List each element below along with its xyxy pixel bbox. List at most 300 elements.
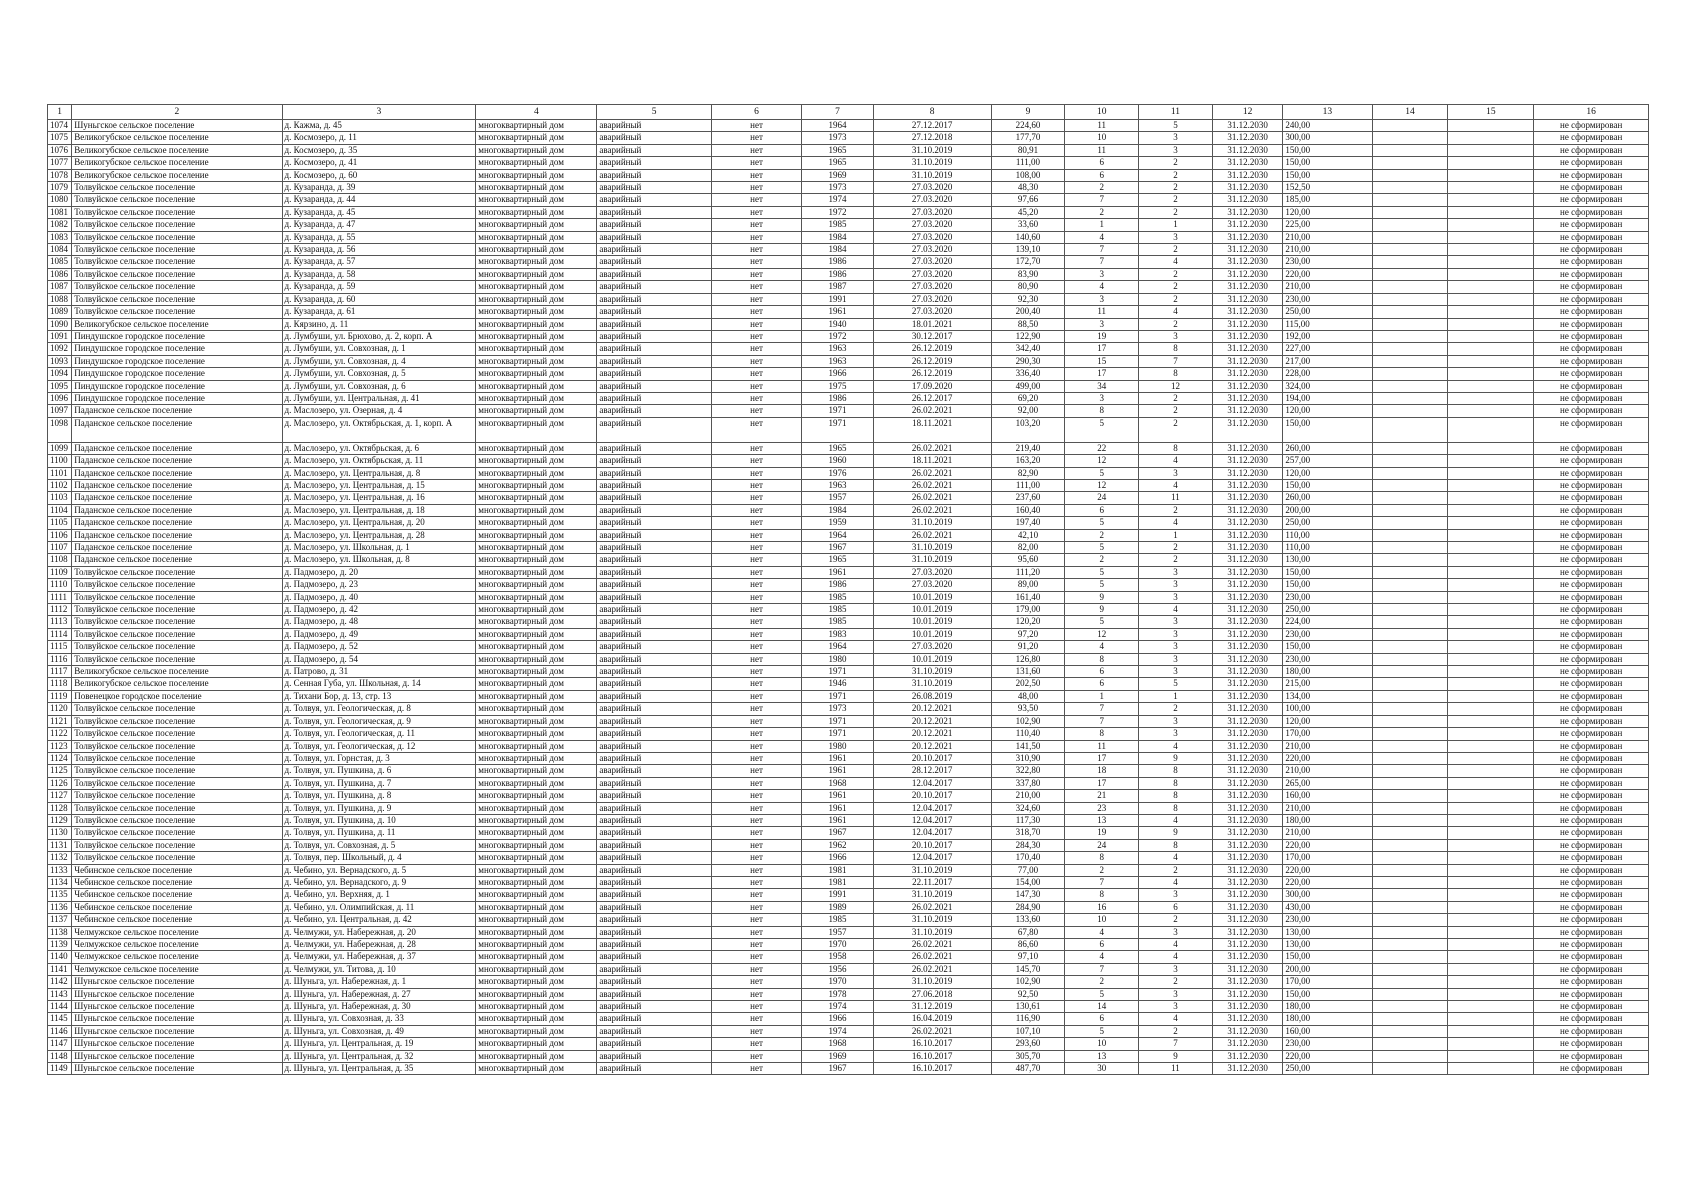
cell-status: нет bbox=[711, 852, 801, 864]
cell-status: нет bbox=[711, 1063, 801, 1075]
cell-settlement: Толвуйское сельское поселение bbox=[72, 194, 282, 206]
cell-year-built: 1971 bbox=[802, 666, 874, 678]
cell-residents: 5 bbox=[1065, 616, 1139, 628]
cell-condition: аварийный bbox=[597, 517, 712, 529]
cell-emergency-date: 22.11.2017 bbox=[873, 876, 991, 888]
cell-col-14 bbox=[1372, 1013, 1448, 1025]
cell-area: 145,70 bbox=[991, 963, 1065, 975]
cell-resettlement-date: 31.12.2030 bbox=[1212, 740, 1282, 752]
table-row bbox=[48, 976, 1649, 988]
cell-apartments: 8 bbox=[1139, 790, 1213, 802]
cell-land-plot-status: не сформирован bbox=[1534, 752, 1649, 764]
cell-year-built: 1963 bbox=[802, 343, 874, 355]
cell-address: д. Маслозеро, ул. Центральная, д. 20 bbox=[282, 517, 476, 529]
table-row bbox=[48, 752, 1649, 764]
cell-emergency-date: 12.04.2017 bbox=[873, 814, 991, 826]
cell-col-15 bbox=[1448, 566, 1534, 578]
cell-building-type: многоквартирный дом bbox=[476, 268, 597, 280]
cell-settlement: Толвуйское сельское поселение bbox=[72, 715, 282, 727]
cell-year-built: 1967 bbox=[802, 542, 874, 554]
cell-col-14 bbox=[1372, 132, 1448, 144]
cell-col-14 bbox=[1372, 182, 1448, 194]
cell-col-15 bbox=[1448, 765, 1534, 777]
cell-cost: 185,00 bbox=[1283, 194, 1372, 206]
cell-apartments: 8 bbox=[1139, 442, 1213, 454]
cell-resettlement-date: 31.12.2030 bbox=[1212, 281, 1282, 293]
cell-cost: 210,00 bbox=[1283, 765, 1372, 777]
cell-col-14 bbox=[1372, 343, 1448, 355]
table-row bbox=[48, 728, 1649, 740]
cell-settlement: Великогубское сельское поселение bbox=[72, 157, 282, 169]
cell-apartments: 3 bbox=[1139, 591, 1213, 603]
cell-cost: 100,00 bbox=[1283, 703, 1372, 715]
cell-emergency-date: 27.03.2020 bbox=[873, 566, 991, 578]
cell-resettlement-date: 31.12.2030 bbox=[1212, 132, 1282, 144]
cell-residents: 2 bbox=[1065, 976, 1139, 988]
cell-apartments: 2 bbox=[1139, 281, 1213, 293]
cell-col-15 bbox=[1448, 678, 1534, 690]
cell-col-14 bbox=[1372, 355, 1448, 367]
cell-condition: аварийный bbox=[597, 542, 712, 554]
cell-cost: 217,00 bbox=[1283, 355, 1372, 367]
cell-area: 284,30 bbox=[991, 839, 1065, 851]
cell-address: д. Маслозеро, ул. Октябрьская, д. 1, корп. А bbox=[282, 417, 476, 442]
cell-col-15 bbox=[1448, 231, 1534, 243]
cell-status: нет bbox=[711, 268, 801, 280]
cell-land-plot-status: не сформирован bbox=[1534, 740, 1649, 752]
cell-cost: 120,00 bbox=[1283, 206, 1372, 218]
cell-status: нет bbox=[711, 1013, 801, 1025]
cell-cost: 200,00 bbox=[1283, 504, 1372, 516]
cell-apartments: 1 bbox=[1139, 529, 1213, 541]
cell-col-15 bbox=[1448, 405, 1534, 417]
cell-land-plot-status: не сформирован bbox=[1534, 1063, 1649, 1075]
cell-status: нет bbox=[711, 194, 801, 206]
cell-col-14 bbox=[1372, 976, 1448, 988]
cell-apartments: 2 bbox=[1139, 293, 1213, 305]
cell-residents: 4 bbox=[1065, 951, 1139, 963]
cell-cost: 150,00 bbox=[1283, 579, 1372, 591]
cell-year-built: 1973 bbox=[802, 703, 874, 715]
column-header-4: 4 bbox=[476, 105, 597, 120]
cell-area: 318,70 bbox=[991, 827, 1065, 839]
cell-col-14 bbox=[1372, 244, 1448, 256]
cell-col-15 bbox=[1448, 529, 1534, 541]
cell-residents: 12 bbox=[1065, 455, 1139, 467]
cell-address: д. Кузаранда, д. 55 bbox=[282, 231, 476, 243]
cell-condition: аварийный bbox=[597, 703, 712, 715]
cell-address: д. Чебино, ул. Олимпийская, д. 11 bbox=[282, 901, 476, 913]
cell-resettlement-date: 31.12.2030 bbox=[1212, 690, 1282, 702]
cell-residents: 18 bbox=[1065, 765, 1139, 777]
table-row bbox=[48, 579, 1649, 591]
cell-cost: 324,00 bbox=[1283, 380, 1372, 392]
cell-cost: 150,00 bbox=[1283, 641, 1372, 653]
cell-year-built: 1961 bbox=[802, 802, 874, 814]
cell-settlement: Толвуйское сельское поселение bbox=[72, 728, 282, 740]
cell-address: д. Толвуя, пер. Школьный, д. 4 bbox=[282, 852, 476, 864]
cell-row-number: 1149 bbox=[48, 1063, 72, 1075]
cell-residents: 6 bbox=[1065, 169, 1139, 181]
cell-building-type: многоквартирный дом bbox=[476, 666, 597, 678]
cell-condition: аварийный bbox=[597, 479, 712, 491]
cell-col-14 bbox=[1372, 144, 1448, 156]
cell-address: д. Кузаранда, д. 45 bbox=[282, 206, 476, 218]
cell-apartments: 8 bbox=[1139, 765, 1213, 777]
cell-building-type: многоквартирный дом bbox=[476, 976, 597, 988]
cell-address: д. Падмозеро, д. 48 bbox=[282, 616, 476, 628]
cell-settlement: Толвуйское сельское поселение bbox=[72, 256, 282, 268]
table-row bbox=[48, 926, 1649, 938]
cell-cost: 225,00 bbox=[1283, 219, 1372, 231]
cell-row-number: 1080 bbox=[48, 194, 72, 206]
table-row bbox=[48, 517, 1649, 529]
cell-area: 170,40 bbox=[991, 852, 1065, 864]
cell-col-14 bbox=[1372, 281, 1448, 293]
cell-apartments: 3 bbox=[1139, 728, 1213, 740]
table-row bbox=[48, 268, 1649, 280]
cell-emergency-date: 31.10.2019 bbox=[873, 169, 991, 181]
cell-building-type: многоквартирный дом bbox=[476, 442, 597, 454]
cell-building-type: многоквартирный дом bbox=[476, 455, 597, 467]
cell-status: нет bbox=[711, 517, 801, 529]
cell-status: нет bbox=[711, 231, 801, 243]
cell-year-built: 1975 bbox=[802, 380, 874, 392]
cell-resettlement-date: 31.12.2030 bbox=[1212, 554, 1282, 566]
cell-residents: 13 bbox=[1065, 814, 1139, 826]
cell-status: нет bbox=[711, 318, 801, 330]
cell-col-14 bbox=[1372, 653, 1448, 665]
cell-cost: 180,00 bbox=[1283, 814, 1372, 826]
cell-emergency-date: 10.01.2019 bbox=[873, 653, 991, 665]
cell-col-14 bbox=[1372, 752, 1448, 764]
cell-settlement: Паданское сельское поселение bbox=[72, 492, 282, 504]
cell-row-number: 1081 bbox=[48, 206, 72, 218]
cell-cost: 230,00 bbox=[1283, 256, 1372, 268]
cell-area: 111,20 bbox=[991, 566, 1065, 578]
cell-resettlement-date: 31.12.2030 bbox=[1212, 926, 1282, 938]
cell-row-number: 1109 bbox=[48, 566, 72, 578]
cell-year-built: 1959 bbox=[802, 517, 874, 529]
cell-area: 293,60 bbox=[991, 1038, 1065, 1050]
cell-col-14 bbox=[1372, 951, 1448, 963]
cell-emergency-date: 28.12.2017 bbox=[873, 765, 991, 777]
cell-cost: 265,00 bbox=[1283, 777, 1372, 789]
cell-row-number: 1090 bbox=[48, 318, 72, 330]
cell-emergency-date: 10.01.2019 bbox=[873, 616, 991, 628]
cell-resettlement-date: 31.12.2030 bbox=[1212, 827, 1282, 839]
cell-emergency-date: 31.10.2019 bbox=[873, 914, 991, 926]
cell-apartments: 11 bbox=[1139, 1063, 1213, 1075]
cell-col-14 bbox=[1372, 814, 1448, 826]
cell-year-built: 1978 bbox=[802, 988, 874, 1000]
cell-settlement: Толвуйское сельское поселение bbox=[72, 244, 282, 256]
cell-apartments: 4 bbox=[1139, 814, 1213, 826]
cell-status: нет bbox=[711, 330, 801, 342]
cell-col-15 bbox=[1448, 492, 1534, 504]
cell-area: 147,30 bbox=[991, 889, 1065, 901]
cell-residents: 14 bbox=[1065, 1001, 1139, 1013]
cell-settlement: Паданское сельское поселение bbox=[72, 517, 282, 529]
cell-status: нет bbox=[711, 219, 801, 231]
cell-year-built: 1974 bbox=[802, 1025, 874, 1037]
cell-row-number: 1121 bbox=[48, 715, 72, 727]
cell-year-built: 1965 bbox=[802, 157, 874, 169]
cell-col-15 bbox=[1448, 604, 1534, 616]
cell-apartments: 3 bbox=[1139, 641, 1213, 653]
cell-area: 210,00 bbox=[991, 790, 1065, 802]
table-row bbox=[48, 542, 1649, 554]
cell-settlement: Шуньгское сельское поселение bbox=[72, 1013, 282, 1025]
cell-area: 77,00 bbox=[991, 864, 1065, 876]
cell-year-built: 1940 bbox=[802, 318, 874, 330]
cell-address: д. Шуньга, ул. Набережная, д. 30 bbox=[282, 1001, 476, 1013]
cell-row-number: 1092 bbox=[48, 343, 72, 355]
cell-resettlement-date: 31.12.2030 bbox=[1212, 579, 1282, 591]
cell-settlement: Великогубское сельское поселение bbox=[72, 132, 282, 144]
cell-condition: аварийный bbox=[597, 318, 712, 330]
cell-status: нет bbox=[711, 132, 801, 144]
cell-settlement: Паданское сельское поселение bbox=[72, 504, 282, 516]
cell-cost: 200,00 bbox=[1283, 963, 1372, 975]
cell-address: д. Челмужи, ул. Набережная, д. 28 bbox=[282, 939, 476, 951]
cell-area: 91,20 bbox=[991, 641, 1065, 653]
cell-apartments: 2 bbox=[1139, 864, 1213, 876]
cell-resettlement-date: 31.12.2030 bbox=[1212, 889, 1282, 901]
cell-resettlement-date: 31.12.2030 bbox=[1212, 306, 1282, 318]
cell-settlement: Паданское сельское поселение bbox=[72, 405, 282, 417]
cell-building-type: многоквартирный дом bbox=[476, 355, 597, 367]
cell-year-built: 1985 bbox=[802, 914, 874, 926]
cell-emergency-date: 26.02.2021 bbox=[873, 504, 991, 516]
cell-settlement: Пиндушское городское поселение bbox=[72, 343, 282, 355]
cell-row-number: 1091 bbox=[48, 330, 72, 342]
cell-cost: 220,00 bbox=[1283, 864, 1372, 876]
cell-status: нет bbox=[711, 542, 801, 554]
cell-area: 499,00 bbox=[991, 380, 1065, 392]
cell-area: 103,20 bbox=[991, 417, 1065, 442]
cell-condition: аварийный bbox=[597, 1001, 712, 1013]
cell-row-number: 1106 bbox=[48, 529, 72, 541]
cell-apartments: 3 bbox=[1139, 467, 1213, 479]
cell-area: 92,00 bbox=[991, 405, 1065, 417]
table-row bbox=[48, 852, 1649, 864]
cell-condition: аварийный bbox=[597, 814, 712, 826]
cell-area: 336,40 bbox=[991, 368, 1065, 380]
cell-col-14 bbox=[1372, 455, 1448, 467]
cell-cost: 230,00 bbox=[1283, 628, 1372, 640]
cell-resettlement-date: 31.12.2030 bbox=[1212, 194, 1282, 206]
cell-col-14 bbox=[1372, 120, 1448, 132]
cell-condition: аварийный bbox=[597, 579, 712, 591]
cell-settlement: Толвуйское сельское поселение bbox=[72, 206, 282, 218]
cell-condition: аварийный bbox=[597, 963, 712, 975]
cell-emergency-date: 26.02.2021 bbox=[873, 939, 991, 951]
cell-apartments: 11 bbox=[1139, 492, 1213, 504]
cell-resettlement-date: 31.12.2030 bbox=[1212, 355, 1282, 367]
cell-address: д. Кузаранда, д. 59 bbox=[282, 281, 476, 293]
cell-emergency-date: 20.12.2021 bbox=[873, 740, 991, 752]
cell-resettlement-date: 31.12.2030 bbox=[1212, 293, 1282, 305]
cell-emergency-date: 26.12.2019 bbox=[873, 343, 991, 355]
cell-col-14 bbox=[1372, 790, 1448, 802]
cell-resettlement-date: 31.12.2030 bbox=[1212, 455, 1282, 467]
cell-residents: 5 bbox=[1065, 988, 1139, 1000]
cell-building-type: многоквартирный дом bbox=[476, 517, 597, 529]
cell-resettlement-date: 31.12.2030 bbox=[1212, 715, 1282, 727]
cell-settlement: Чебинское сельское поселение bbox=[72, 876, 282, 888]
cell-cost: 220,00 bbox=[1283, 268, 1372, 280]
cell-year-built: 1962 bbox=[802, 839, 874, 851]
cell-settlement: Паданское сельское поселение bbox=[72, 542, 282, 554]
cell-settlement: Великогубское сельское поселение bbox=[72, 169, 282, 181]
cell-cost: 300,00 bbox=[1283, 132, 1372, 144]
cell-col-15 bbox=[1448, 914, 1534, 926]
cell-building-type: многоквартирный дом bbox=[476, 169, 597, 181]
cell-area: 172,70 bbox=[991, 256, 1065, 268]
cell-building-type: многоквартирный дом bbox=[476, 852, 597, 864]
cell-apartments: 4 bbox=[1139, 517, 1213, 529]
cell-col-15 bbox=[1448, 542, 1534, 554]
cell-apartments: 3 bbox=[1139, 988, 1213, 1000]
cell-col-15 bbox=[1448, 579, 1534, 591]
cell-address: д. Падмозеро, д. 49 bbox=[282, 628, 476, 640]
cell-col-14 bbox=[1372, 206, 1448, 218]
cell-col-15 bbox=[1448, 976, 1534, 988]
cell-row-number: 1087 bbox=[48, 281, 72, 293]
cell-settlement: Толвуйское сельское поселение bbox=[72, 579, 282, 591]
table-row bbox=[48, 963, 1649, 975]
column-header-16: 16 bbox=[1534, 105, 1649, 120]
cell-col-14 bbox=[1372, 802, 1448, 814]
cell-area: 117,30 bbox=[991, 814, 1065, 826]
cell-condition: аварийный bbox=[597, 864, 712, 876]
table-row bbox=[48, 814, 1649, 826]
cell-building-type: многоквартирный дом bbox=[476, 343, 597, 355]
cell-condition: аварийный bbox=[597, 256, 712, 268]
cell-residents: 22 bbox=[1065, 442, 1139, 454]
cell-row-number: 1096 bbox=[48, 392, 72, 404]
cell-col-14 bbox=[1372, 1001, 1448, 1013]
cell-land-plot-status: не сформирован bbox=[1534, 244, 1649, 256]
cell-settlement: Толвуйское сельское поселение bbox=[72, 790, 282, 802]
cell-resettlement-date: 31.12.2030 bbox=[1212, 802, 1282, 814]
cell-land-plot-status: не сформирован bbox=[1534, 330, 1649, 342]
cell-emergency-date: 27.12.2018 bbox=[873, 132, 991, 144]
cell-settlement: Челмужское сельское поселение bbox=[72, 951, 282, 963]
cell-col-15 bbox=[1448, 703, 1534, 715]
cell-address: д. Лумбуши, ул. Совхозная, д. 1 bbox=[282, 343, 476, 355]
cell-condition: аварийный bbox=[597, 765, 712, 777]
cell-status: нет bbox=[711, 144, 801, 156]
cell-cost: 130,00 bbox=[1283, 554, 1372, 566]
cell-settlement: Толвуйское сельское поселение bbox=[72, 777, 282, 789]
cell-apartments: 2 bbox=[1139, 157, 1213, 169]
cell-col-15 bbox=[1448, 690, 1534, 702]
cell-residents: 7 bbox=[1065, 876, 1139, 888]
cell-emergency-date: 12.04.2017 bbox=[873, 827, 991, 839]
cell-apartments: 9 bbox=[1139, 752, 1213, 764]
cell-col-15 bbox=[1448, 380, 1534, 392]
table-row bbox=[48, 244, 1649, 256]
column-header-14: 14 bbox=[1372, 105, 1448, 120]
cell-col-15 bbox=[1448, 157, 1534, 169]
cell-col-14 bbox=[1372, 318, 1448, 330]
cell-year-built: 1985 bbox=[802, 616, 874, 628]
cell-status: нет bbox=[711, 529, 801, 541]
cell-area: 130,61 bbox=[991, 1001, 1065, 1013]
cell-year-built: 1961 bbox=[802, 306, 874, 318]
cell-resettlement-date: 31.12.2030 bbox=[1212, 442, 1282, 454]
cell-status: нет bbox=[711, 914, 801, 926]
cell-land-plot-status: не сформирован bbox=[1534, 728, 1649, 740]
cell-residents: 11 bbox=[1065, 740, 1139, 752]
cell-residents: 10 bbox=[1065, 1038, 1139, 1050]
cell-cost: 152,50 bbox=[1283, 182, 1372, 194]
cell-col-15 bbox=[1448, 1001, 1534, 1013]
cell-col-14 bbox=[1372, 492, 1448, 504]
cell-condition: аварийный bbox=[597, 231, 712, 243]
housing-register-table bbox=[47, 104, 1649, 1075]
cell-row-number: 1146 bbox=[48, 1025, 72, 1037]
cell-settlement: Толвуйское сельское поселение bbox=[72, 765, 282, 777]
cell-apartments: 3 bbox=[1139, 132, 1213, 144]
cell-status: нет bbox=[711, 380, 801, 392]
cell-emergency-date: 27.03.2020 bbox=[873, 219, 991, 231]
table-row bbox=[48, 802, 1649, 814]
cell-status: нет bbox=[711, 206, 801, 218]
cell-col-14 bbox=[1372, 554, 1448, 566]
cell-building-type: многоквартирный дом bbox=[476, 653, 597, 665]
cell-address: д. Маслозеро, ул. Октябрьская, д. 6 bbox=[282, 442, 476, 454]
cell-land-plot-status: не сформирован bbox=[1534, 455, 1649, 467]
cell-emergency-date: 27.03.2020 bbox=[873, 244, 991, 256]
cell-land-plot-status: не сформирован bbox=[1534, 306, 1649, 318]
column-header-8: 8 bbox=[873, 105, 991, 120]
cell-building-type: многоквартирный дом bbox=[476, 1038, 597, 1050]
cell-resettlement-date: 31.12.2030 bbox=[1212, 728, 1282, 740]
cell-land-plot-status: не сформирован bbox=[1534, 542, 1649, 554]
cell-residents: 5 bbox=[1065, 417, 1139, 442]
cell-building-type: многоквартирный дом bbox=[476, 318, 597, 330]
cell-resettlement-date: 31.12.2030 bbox=[1212, 604, 1282, 616]
cell-building-type: многоквартирный дом bbox=[476, 715, 597, 727]
cell-status: нет bbox=[711, 157, 801, 169]
cell-condition: аварийный bbox=[597, 169, 712, 181]
cell-cost: 250,00 bbox=[1283, 604, 1372, 616]
cell-year-built: 1966 bbox=[802, 1013, 874, 1025]
cell-row-number: 1133 bbox=[48, 864, 72, 876]
cell-residents: 7 bbox=[1065, 244, 1139, 256]
cell-status: нет bbox=[711, 566, 801, 578]
cell-row-number: 1079 bbox=[48, 182, 72, 194]
table-row bbox=[48, 678, 1649, 690]
cell-row-number: 1078 bbox=[48, 169, 72, 181]
cell-address: д. Толвуя, ул. Пушкина, д. 6 bbox=[282, 765, 476, 777]
cell-row-number: 1122 bbox=[48, 728, 72, 740]
cell-status: нет bbox=[711, 1001, 801, 1013]
cell-year-built: 1981 bbox=[802, 876, 874, 888]
cell-settlement: Толвуйское сельское поселение bbox=[72, 740, 282, 752]
cell-building-type: многоквартирный дом bbox=[476, 1025, 597, 1037]
cell-resettlement-date: 31.12.2030 bbox=[1212, 517, 1282, 529]
cell-status: нет bbox=[711, 715, 801, 727]
table-row bbox=[48, 392, 1649, 404]
table-row bbox=[48, 777, 1649, 789]
cell-area: 67,80 bbox=[991, 926, 1065, 938]
cell-settlement: Толвуйское сельское поселение bbox=[72, 293, 282, 305]
cell-condition: аварийный bbox=[597, 666, 712, 678]
